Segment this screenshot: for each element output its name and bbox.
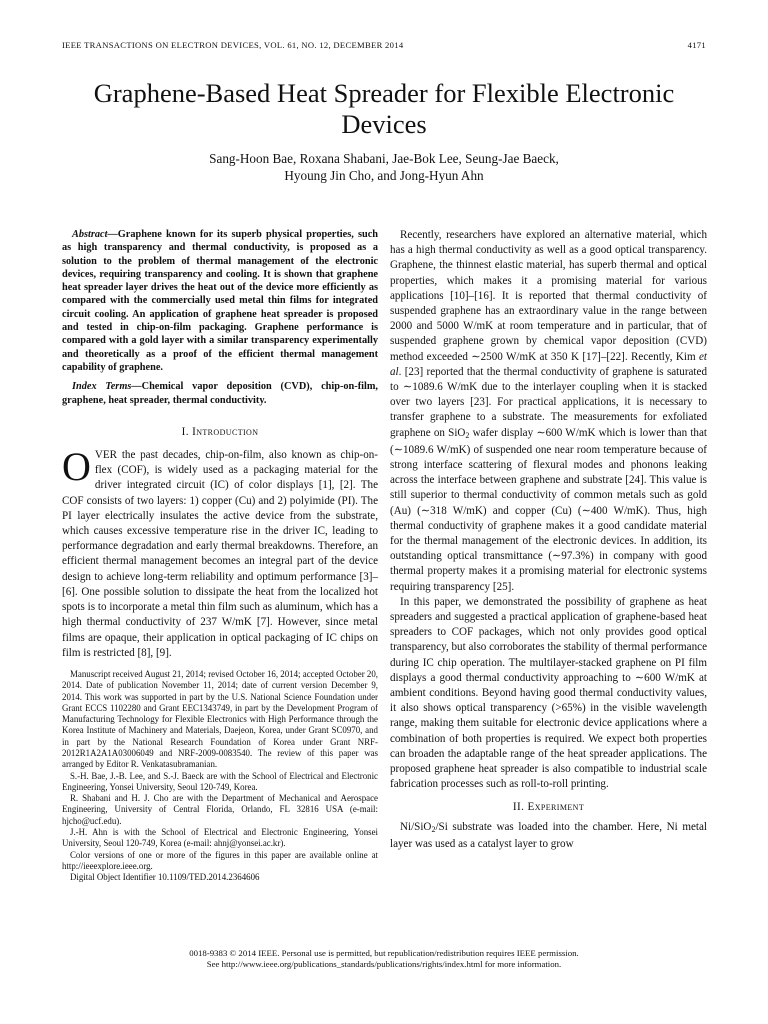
- index-terms-label: Index Terms—: [72, 381, 142, 393]
- author-list: [60, 150, 708, 184]
- authors-line-1: Sang-Hoon Bae, Roxana Shabani, Jae-Bok Lee, Seung-Jae Baeck,: [209, 151, 559, 166]
- footnote-affiliation-1: S.-H. Bae, J.-B. Lee, and S.-J. Baeck are with the School of Electrical and Electronic Engineering, Yonsei University, Seoul 120-749, Korea.: [62, 770, 378, 792]
- paragraph-1-text-c: wafer display ∼600 W/mK which is lower than that (∼1089.6 W/mK) of suspended one near room temperature because of strong interface scattering of flexural modes and phonons leaking across the interface between graphene and substrate [24]. This value is still superior to thermal conductivity of common metals such as gold (Au) (∼318 W/mK) and copper (Cu) (∼400 W/mK). Thus, high thermal conductivity of graphene makes it a good candidate material for the thermal management of the electronic devices. In addition, its outstanding optical transmittance (∼97.3%) in company with good thermal property makes it a promising material for electronic systems requiring transparency [25].: [390, 426, 707, 593]
- footnotes: [62, 669, 378, 884]
- copyright-line-1: 0018-9383 © 2014 IEEE. Personal use is permitted, but republication/redistribution requires IEEE permission.: [189, 948, 579, 958]
- journal-name: IEEE TRANSACTIONS ON ELECTRON DEVICES, VOL. 61, NO. 12, DECEMBER 2014: [62, 40, 404, 50]
- paragraph-1-text-b: . [23] reported that the thermal conductivity of graphene is saturated to ∼1089.6 W/mK due to the interlayer coupling when it is stacked over two layers [23]. For practical applications, it is necessary to transfer graphene to a substrate. The measurements for exfoliated graphene on SiO: [390, 365, 707, 439]
- index-terms-text: Chemical vapor deposition (CVD), chip-on-film, graphene, heat spreader, thermal conductivity.: [62, 381, 378, 406]
- subscript: 2: [431, 824, 436, 834]
- copyright-notice: [60, 948, 708, 970]
- copyright-line-2: See http://www.ieee.org/publications_standards/publications/rights/index.html for more information.: [206, 959, 562, 970]
- body-paragraph-1: [390, 228, 707, 595]
- footnote-doi: Digital Object Identifier 10.1109/TED.2014.2364606: [70, 872, 260, 883]
- running-header: [62, 40, 706, 50]
- paper-title: Graphene-Based Heat Spreader for Flexible Electronic Devices: [93, 78, 675, 139]
- introduction-text: VER the past decades, chip-on-film, also known as chip-on-flex (COF), is widely used as a packaging material for the driver integrated circuit (IC) of color displays [1], [2]. The COF consists of two layers: 1) copper (Cu) and 2) polyimide (PI). The PI layer electrically insulates the active device from the substrate, which causes excessive temperature rise in the driver IC, leading to performance degradation and early thermal breakdowns. Therefore, an efficient thermal management becomes an integral part of the device design to achieve long-term reliability and optimum performance [3]–[6]. One possible solution to dissipate the heat from the localized hot spots is to incorporate a metal thin film such as aluminum, which has a high thermal conductivity of 237 W/mK [7]. However, since metal films are opaque, their application in optical packaging of IC chips on film is restricted [8], [9].: [62, 449, 378, 659]
- footnote-color-versions: Color versions of one or more of the figures in this paper are available online at http://ieeexplore.ieee.org.: [62, 849, 378, 871]
- footnote-manuscript: Manuscript received August 21, 2014; revised October 16, 2014; accepted October 20, 2014. Date of publication November 11, 2014; date of current version December 9, 2014. This work was supported in part by the U.S. National Science Foundation under Grant ECCS 1102280 and Grant EEC1343749, in part by the Development Program of Manufacturing Technology for Flexible Electronics with High Performance through the Korea Institute of Machinery and Materials, Daejeon, Korea, under Grant SC0970, and in part by the National Research Foundation of Korea under Grant NRF-2012R1A2A1A03006049 and NRF-2009-0083540. The review of this paper was arranged by Editor R. Venkatasubramanian.: [62, 668, 378, 770]
- right-column: [390, 228, 707, 852]
- subscript: 2: [465, 430, 470, 440]
- paragraph-1-text-a: Recently, researchers have explored an alternative material, which has a high thermal conductivity as well as a good optical transparency. Graphene, the thinnest elastic material, has superb thermal and optical properties, which makes it a promising material for various applications [10]–[16]. It is reported that thermal conductivity of suspended graphene has an extraordinary value in the range between 2000 and 5000 W/mK at room temperature and in particular, that of suspended graphene grown by chemical vapor deposition (CVD) method exceeded ∼2500 W/mK at 350 K [17]–[22]. Recently, Kim: [390, 229, 707, 363]
- paragraph-3-text-b: /Si substrate was loaded into the chamber. Here, Ni metal layer was used as a catalyst layer to grow: [390, 820, 707, 850]
- body-paragraph-2: In this paper, we demonstrated the possibility of graphene as heat spreaders and suggested a practical application of graphene-based heat spreaders to COF packages, which not only provides good optical transparency, but also corroborates the stability of thermal performance during IC chip operation. The multilayer-stacked graphene on PI film displays a good thermal conductivity approaching to ∼600 W/mK at ambient conditions. Beyond having good thermal conductivity values, it also shows optical transparency (>65%) in the visible wavelength range, making them suitable for electronic device applications where a combination of both properties is required. We expect both properties can broaden the adaptable range of the heat spreader applications. The proposed graphene heat spreader is also compatible to industrial scale fabrication processes such as roll-to-roll printing.: [390, 595, 707, 791]
- body-paragraph-3: [390, 820, 707, 852]
- abstract-text: Graphene known for its superb physical properties, such as high transparency and thermal conductivity, is proposed as a solution to the problem of thermal management of the electronic devices, requiring transparency and cooling. It is shown that graphene heat spreader layer drives the heat out of the device more efficiently as compared with the commercially used metal thin films for integrated circuit cooling. An application of graphene heat spreader is proposed and tested in chip-on-film packaging. Graphene performance is compared with a gold layer with a similar transparency experimentally and theoretically as a proof of the efficient thermal management capability of graphene.: [62, 229, 378, 373]
- paragraph-3-text-a: Ni/SiO: [400, 820, 432, 833]
- footnote-affiliation-2: R. Shabani and H. J. Cho are with the Department of Mechanical and Aerospace Engineering, University of Central Florida, Orlando, FL 32816 USA (e-mail: hjcho@ucf.edu).: [62, 793, 378, 826]
- section-heading-experiment: II. Experiment: [512, 800, 585, 813]
- left-column: [62, 228, 378, 884]
- abstract: [62, 228, 378, 374]
- introduction-paragraph: [62, 444, 378, 661]
- section-heading-introduction: I. Introduction: [181, 425, 259, 438]
- footnote-affiliation-3: J.-H. Ahn is with the School of Electrical and Electronic Engineering, Yonsei University, Seoul 120-749, Korea (e-mail: ahnj@yonsei.ac.kr).: [62, 827, 378, 849]
- index-terms: [62, 380, 378, 407]
- abstract-label: Abstract—: [72, 229, 118, 240]
- page-number: 4171: [687, 40, 706, 50]
- authors-line-2: Hyoung Jin Cho, and Jong-Hyun Ahn: [284, 168, 484, 183]
- drop-cap: O: [62, 444, 91, 490]
- et-al: et al: [390, 350, 707, 378]
